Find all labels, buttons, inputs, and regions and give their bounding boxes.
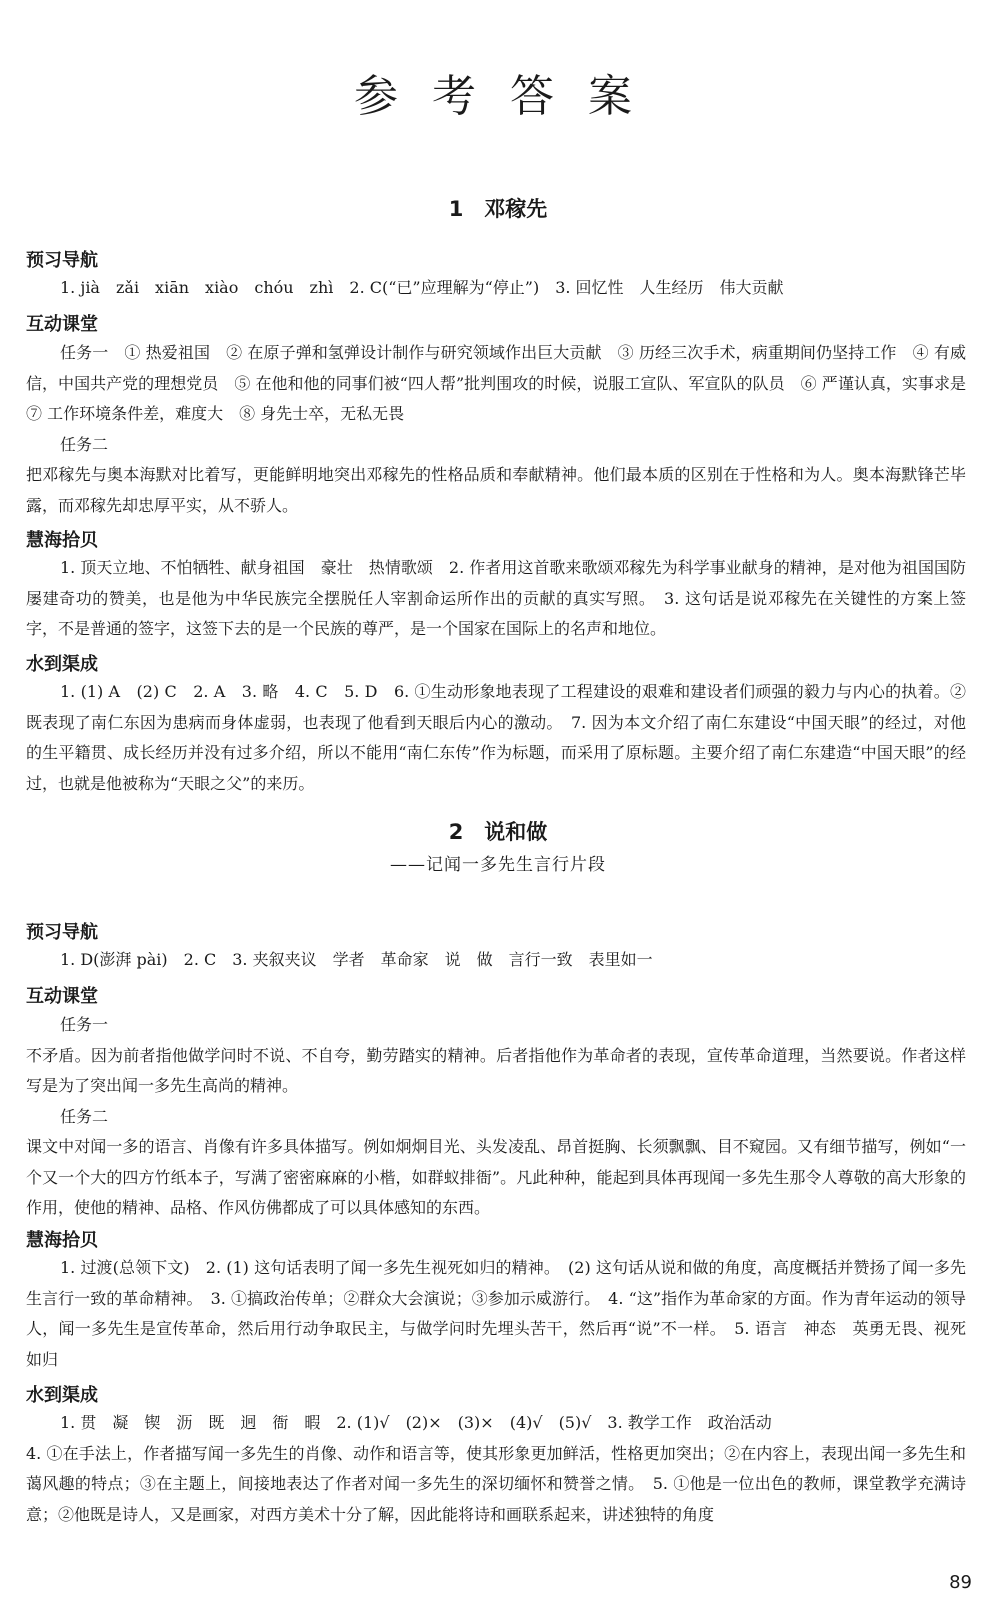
lesson2-practice-text: 4. ①在手法上，作者描写闻一多先生的肖像、动作和语言等，使其形象更加鲜活，性格更加突出；②在内容上，表现出闻一多先生和蔼风趣的特点；③在主题上，间接地表达了作者对闻一多先生的深切缅怀和赞誉之情。 5. ①他是一位出色的教师，课堂教学充满诗意；②他既是诗人，又是画家，对西方美术十分了解，因此能将诗和画联系起来，讲述独特的角度 [26,1443,966,1524]
lesson1-task1: 任务一 ① 热爱祖国 ② 在原子弹和氢弹设计制作与研究领域作出巨大贡献 ③ 历经三次手术，病重期间仍坚持工作 ④ 有威信，中国共产党的理想党员 ⑤ 在他和他的同事们被“四人帮”批判围攻的时候，说服工宣队、军宣队的队员 ⑥ 严谨认真，实事求是 ⑦ 工作环境条件差，难度大 ⑧ 身先士卒，无私无畏 [26,343,983,423]
lesson1-wisdom-heading: 慧海拾贝 [26,530,98,551]
lesson1-wisdom-answers [26,553,966,645]
lesson2-classroom-answers [26,1010,966,1224]
lesson2-wisdom-text: 1. 过渡(总领下文) 2. (1) 这句话表明了闻一多先生视死如归的精神。 (2) 这句话从说和做的角度，高度概括并赞扬了闻一多先生言行一致的革命精神。 3. ①搞政治传单；②群众大会演说；③参加示威游行。 4. “这”指作为革命家的方面。作为青年运动的领导人，闻一多先生是宣传革命，然后用行动争取民主，与做学问时先埋头苦干，然后再“说”不一样。 5. 语言 神态 英勇无畏、视死如归 [26,1258,966,1369]
lesson2-preview-heading: 预习导航 [26,922,98,943]
page-title: 参 考 答 案 [354,71,642,122]
lesson2-preview-line: 1. D(澎湃 pài) 2. C 3. 夹叙夹议 学者 革命家 说 做 言行一致 表里如一 [60,950,653,969]
lesson1-wisdom-text: 1. 顶天立地、不怕牺牲、献身祖国 豪壮 热情歌颂 2. 作者用这首歌来歌颂邓稼先为科学事业献身的精神，是对他为祖国国防屡建奇功的赞美，也是他为中华民族完全摆脱任人宰割命运所作出的贡献的真实写照。 3. 这句话是说邓稼先在关键性的方案上签字，不是普通的签字，这签下去的是一个民族的尊严，是一个国家在国际上的名声和地位。 [26,558,966,638]
lesson1-practice-text: 1. (1) A (2) C 2. A 3. 略 4. C 5. D 6. ①生动形象地表现了工程建设的艰难和建设者们顽强的毅力与内心的执着。②既表现了南仁东因为患病而身体虚弱，也表现了他看到天眼后内心的激动。 7. 因为本文介绍了南仁东建设“中国天眼”的经过，对他的生平籍贯、成长经历并没有过多介绍，所以不能用“南仁东传”作为标题，而采用了原标题。主要介绍了南仁东建造“中国天眼”的经过，也就是他被称为“天眼之父”的来历。 [26,682,966,793]
lesson2-wisdom-heading: 慧海拾贝 [26,1230,98,1251]
lesson2-preview-answers [26,945,966,976]
lesson2-title: 2 说和做 [448,820,548,844]
lesson2-task1-text: 不矛盾。因为前者指他做学问时不说、不自夸，勤劳踏实的精神。后者指他作为革命者的表现，宣传革命道理，当然要说。作者这样写是为了突出闻一多先生高尚的精神。 [26,1045,966,1095]
lesson1-title: 1 邓稼先 [448,197,548,221]
lesson1-preview-line: 1. jià zǎi xiān xiào chóu zhì 2. C(“已”应理解为“停止”) 3. 回忆性 人生经历 伟大贡献 [60,278,784,297]
page-number: 89 [949,1572,972,1593]
lesson2-subtitle: ——记闻一多先生言行片段 [390,855,606,875]
lesson1-classroom-answers [26,338,983,521]
lesson2-task2-label: 任务二 [60,1106,109,1126]
lesson1-practice-answers [26,677,966,799]
lesson1-practice-heading: 水到渠成 [26,654,98,675]
lesson2-task2-text: 课文中对闻一多的语言、肖像有许多具体描写。例如炯炯目光、头发凌乱、昂首挺胸、长须飘飘、目不窥园。又有细节描写，例如“一个又一个大的四方竹纸本子，写满了密密麻麻的小楷，如群蚁排衙”。凡此种种，能起到具体再现闻一多先生那令人尊敬的高大形象的作用，使他的精神、品格、作风仿佛都成了可以具体感知的东西。 [26,1137,966,1217]
lesson2-classroom-heading: 互动课堂 [26,986,98,1007]
lesson1-classroom-heading: 互动课堂 [26,314,98,335]
lesson2-practice-heading: 水到渠成 [26,1385,98,1406]
lesson1-preview-heading: 预习导航 [26,250,98,271]
lesson2-wisdom-answers [26,1253,966,1375]
lesson2-task1-label: 任务一 [60,1015,109,1034]
lesson1-task2-label: 任务二 [60,434,109,454]
lesson2-practice-answers [26,1408,966,1530]
lesson1-preview-answers [26,273,966,304]
lesson1-task2-text: 把邓稼先与奥本海默对比着写，更能鲜明地突出邓稼先的性格品质和奉献精神。他们最本质的区别在于性格和为人。奥本海默锋芒毕露，而邓稼先却忠厚平实，从不骄人。 [26,465,966,515]
lesson2-practice-line1: 1. 贯 凝 锲 沥 既 迥 衙 暇 2. (1)√ (2)× (3)× (4)√ (5)√ 3. 教学工作 政治活动 [60,1413,772,1432]
